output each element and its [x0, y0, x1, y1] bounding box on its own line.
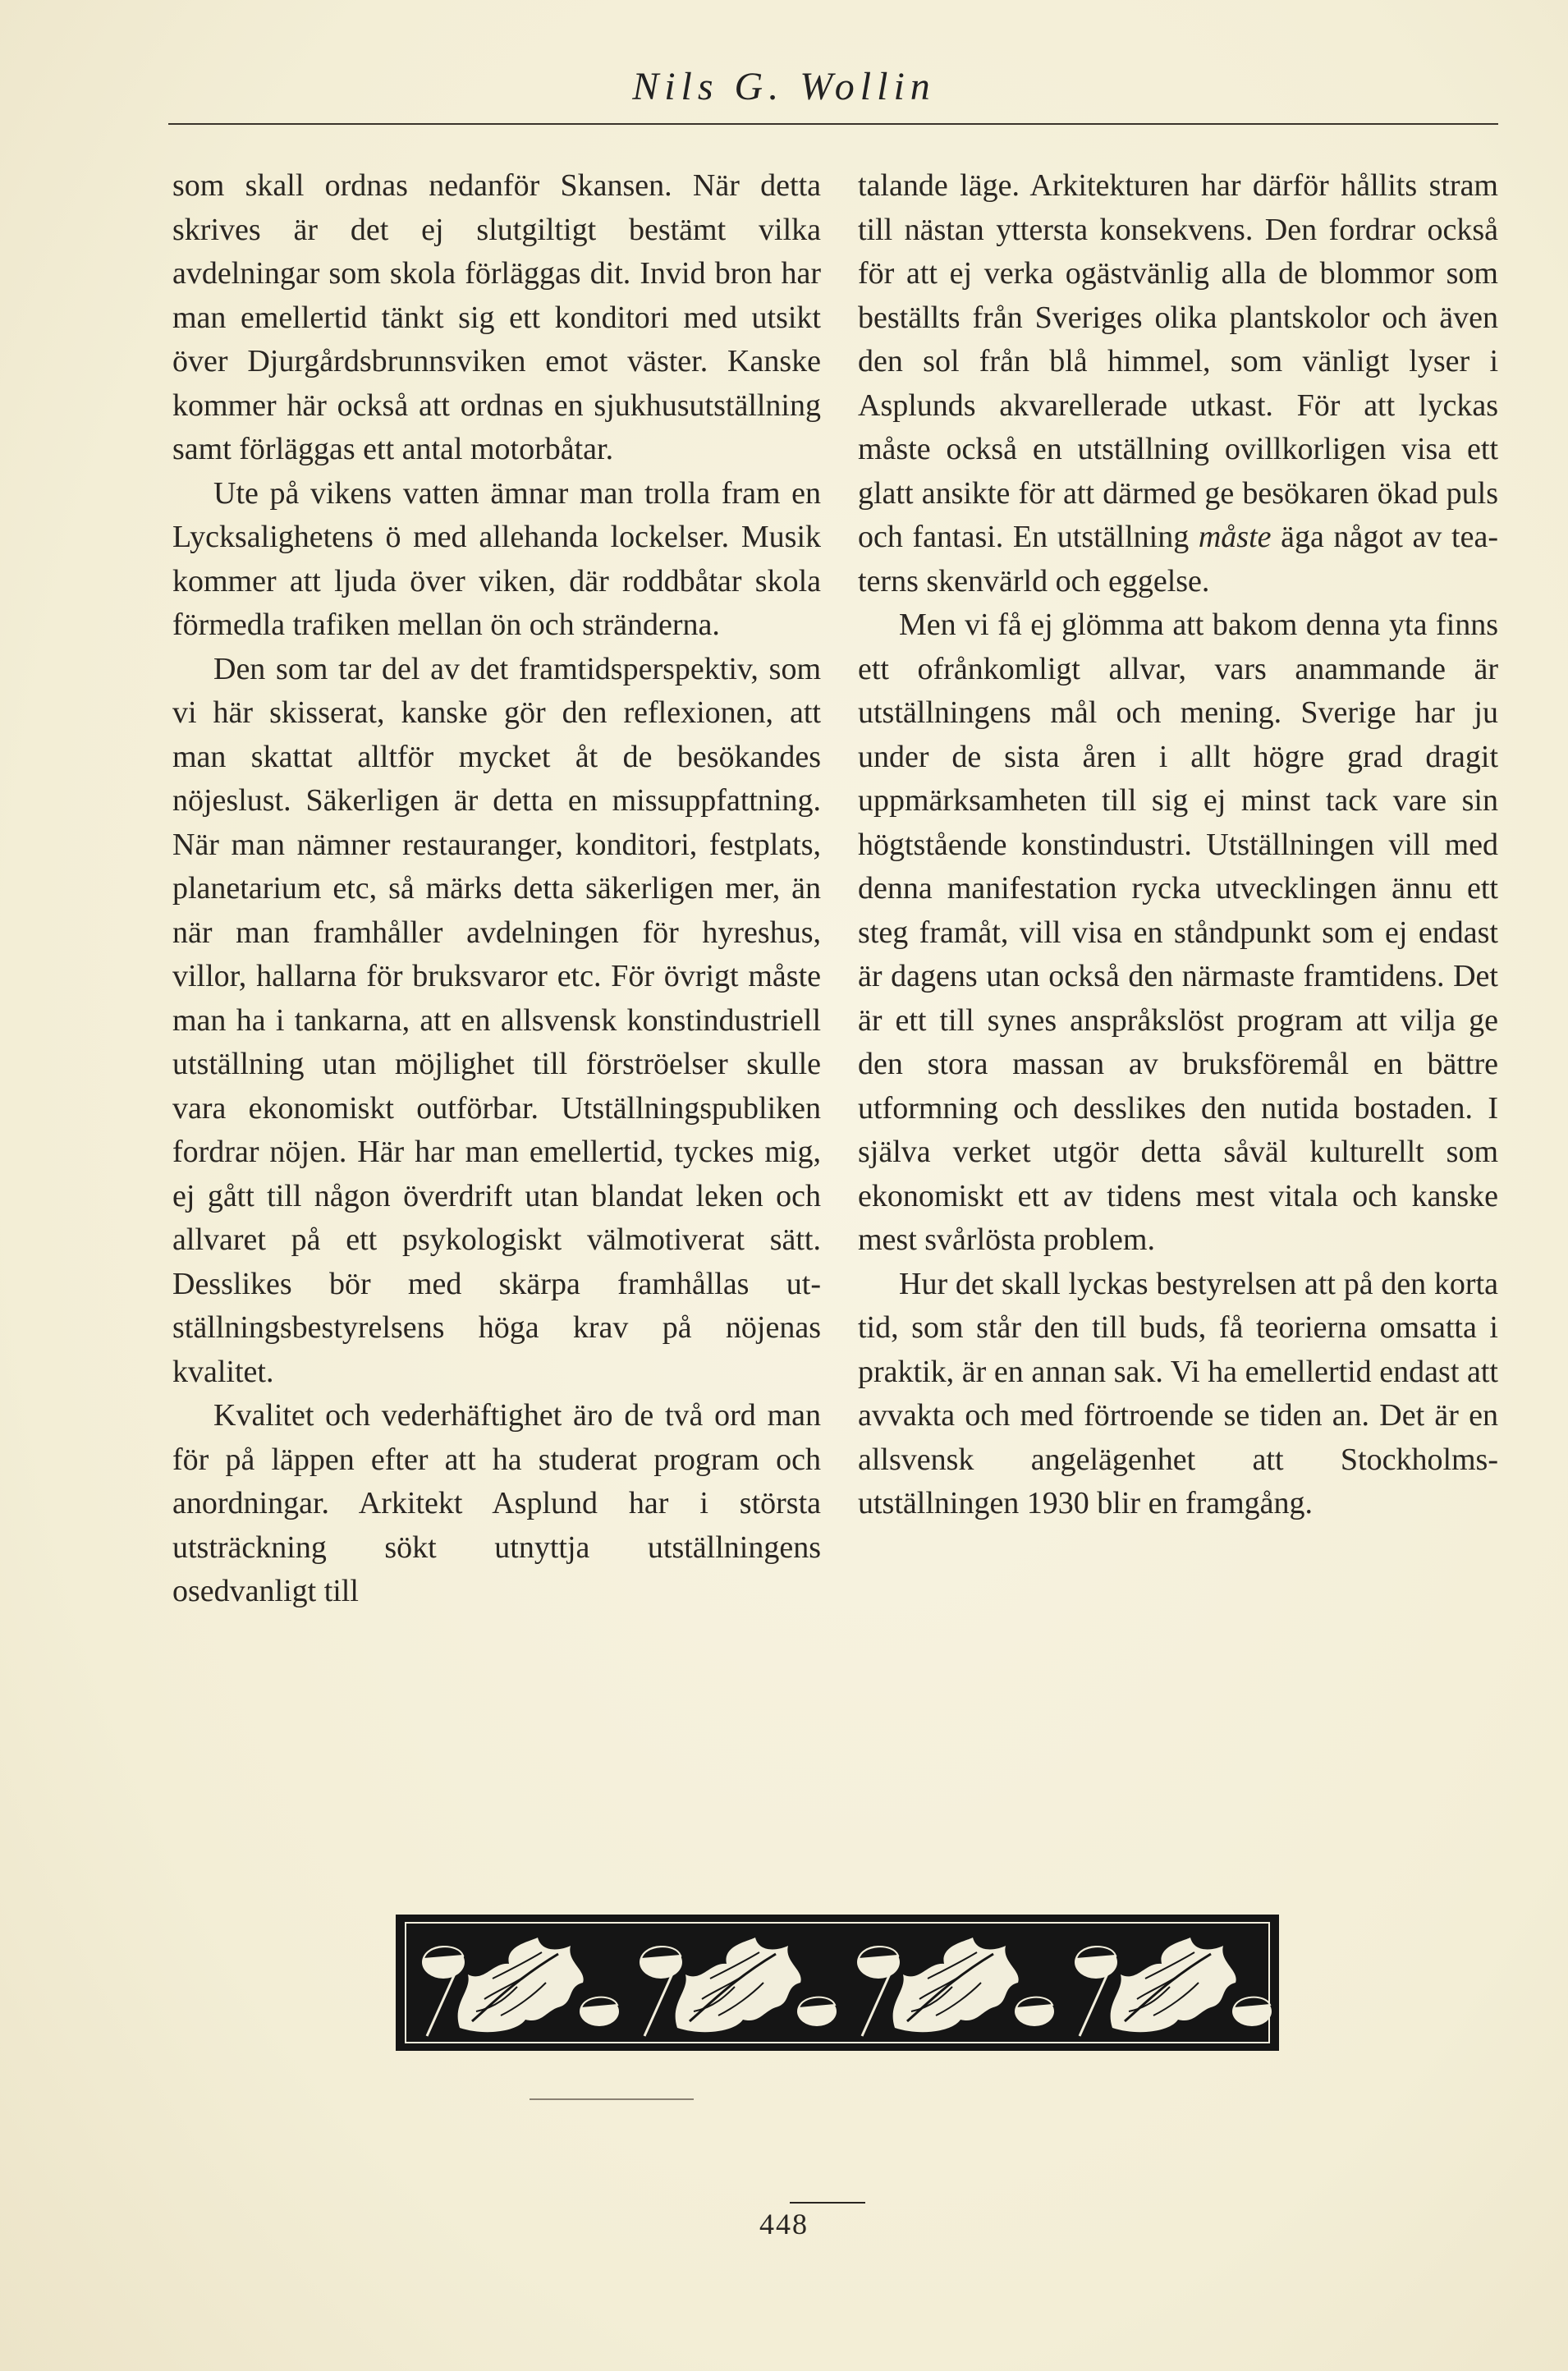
left-paragraph-2: Ute på vikens vatten ämnar man trolla fram en Lycksalighetens ö med allehanda lockelser. Musik kommer att ljuda över viken, där roddbåtar skola förmedla trafiken mellan ön och stränderna.: [172, 475, 821, 642]
right-paragraph-1-text-a: talande läge. Arkitekturen har därför hållits stram till nästan yttersta konsekvens. Den fordrar också för att ej verka ogästvänlig alla de blommor som beställts från Sveriges olika plantskolor och även den sol från blå himmel, som vänligt lyser i Asplunds akvarellerade utkast. För att lyckas måste också en utställning ovillkorligen visa ett glatt ansikte för att därmed ge besökaren ökad puls och fantasi. En utställning: [858, 168, 1498, 554]
right-paragraph-1-text-b: äga något av teaterns skenvärld och eggelse.: [858, 520, 1498, 598]
page-number: 448: [759, 2208, 809, 2240]
header-rule: [168, 123, 1498, 125]
right-column: [858, 164, 1498, 1526]
page-number-rule: [790, 2202, 865, 2204]
left-paragraph-4: Kvalitet och vederhäftighet äro de två ord man för på läppen efter att ha studerat program och anordningar. Arkitekt Asplund har i största utsträckning sökt utnyttja utställningens osedvanligt till: [172, 1398, 821, 1608]
oak-leaf-acorn-frieze-icon: [394, 1913, 1281, 2052]
emphasized-word: måste: [1198, 520, 1272, 554]
right-paragraph-2: Men vi få ej glömma att bakom denna yta finns ett ofrånkomligt allvar, vars anammande är utställningens mål och mening. Sverige har ju under de sista åren i allt högre grad dragit uppmärksamheten till sig ej minst tack vare sin högtstående konstindustri. Utställningen vill med denna manifestation rycka utvecklingen ännu ett steg framåt, vill visa en ståndpunkt som ej endast är dagens utan också den närmaste framtidens. Det är ett till synes anspråkslöst program att vilja ge den stora massan av bruksföremål en bättre utformning och desslikes den nutida bostaden. I själva verket utgör detta såväl kulturellt som ekonomiskt ett av tidens mest vitala och kanske mest svårlösta problem.: [858, 608, 1498, 1257]
right-paragraph-1: [858, 164, 1498, 603]
left-paragraph-3: Den som tar del av det framtidsperspektiv, som vi här skisserat, kanske gör den reflexionen, att man skattat alltför mycket åt de besökandes nöjeslust. Säkerligen är detta en missuppfattning. När man nämner restauranger, konditori, festplats, planetarium etc, så märks detta säkerligen mer, än när man framhåller avdelningen för hyreshus, villor, hallarna för bruksvaror etc. För övrigt måste man ha i tankarna, att en allsvensk konstindustriell utställning utan möjlighet till förströelser skulle vara ekonomiskt outförbar. Utställningspubliken fordrar nöjen. Här har man emellertid, tyckes mig, ej gått till någon överdrift utan blandat leken och allvaret på ett psykologiskt välmotiverat sätt. Desslikes bör med skärpa framhållas utställningsbestyrelsens höga krav på nöjenas kvalitet.: [172, 651, 821, 1389]
ornament-underline: [530, 2098, 694, 2100]
left-paragraph-1: som skall ordnas nedanför Skansen. När detta skrives är det ej slutgiltigt bestämt vilka avdelningar som skola förläggas dit. Invid bron har man emellertid tänkt sig ett konditori med utsikt över Djurgårdsbrunnsviken emot väster. Kanske kommer här också att ordnas en sjukhusutställning samt förläggas ett antal motorbåtar.: [172, 168, 821, 466]
left-column: [172, 164, 821, 1614]
right-paragraph-3: Hur det skall lyckas bestyrelsen att på den korta tid, som står den till buds, få teorierna omsatta i praktik, är en annan sak. Vi ha emellertid endast att avvakta och med förtroende se tiden an. Det är en allsvensk angelägenhet att Stockholmsutställningen 1930 blir en framgång.: [858, 1266, 1498, 1520]
running-head-author: Nils G. Wollin: [632, 65, 936, 108]
